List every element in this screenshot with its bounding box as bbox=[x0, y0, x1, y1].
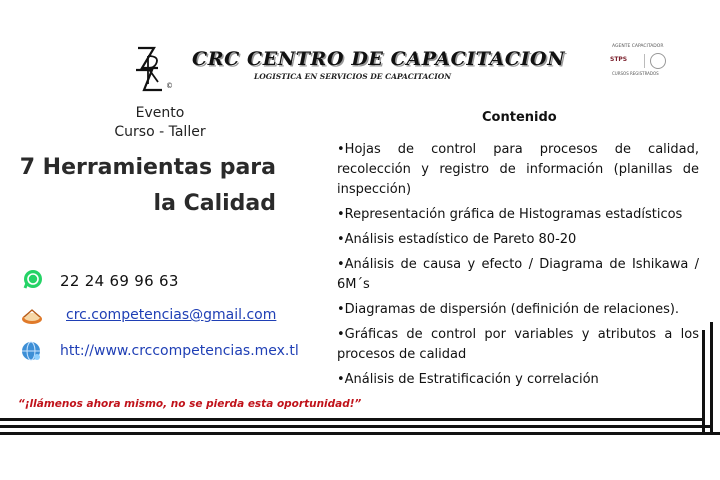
course-title bbox=[14, 150, 276, 222]
content-item: •Análisis estadístico de Pareto 80-20 bbox=[337, 232, 577, 247]
content-item: •Análisis de causa y efecto / Diagrama de Ishikawa / 6M´s bbox=[337, 257, 699, 292]
stps-divider bbox=[644, 54, 645, 68]
phone-number[interactable]: 22 24 69 96 63 bbox=[60, 272, 179, 290]
stps-badge-mark: STPS bbox=[610, 56, 628, 63]
event-format: Curso - Taller bbox=[114, 124, 206, 140]
header-title: CRC CENTRO DE CAPACITACION bbox=[192, 48, 566, 70]
copyright-mark: © bbox=[166, 82, 173, 90]
content-item: •Análisis de Estratificación y correlación bbox=[337, 372, 599, 387]
content-heading: Contenido bbox=[482, 110, 557, 125]
stps-badge-top: AGENTE CAPACITADOR bbox=[612, 44, 664, 49]
content-item: •Gráficas de control por variables y atributos a los procesos de calidad bbox=[337, 327, 699, 362]
email-link[interactable]: crc.competencias@gmail.com bbox=[66, 307, 277, 323]
course-title-line-1: 7 Herramientas para bbox=[19, 155, 276, 180]
content-list bbox=[337, 140, 699, 395]
whatsapp-icon bbox=[22, 268, 44, 290]
content-item: •Hojas de control para procesos de calidad, recolección y registro de información (planillas de inspección) bbox=[337, 142, 699, 197]
globe-icon bbox=[20, 340, 42, 362]
header-subtitle: LOGISTICA EN SERVICIOS DE CAPACITACION bbox=[254, 72, 452, 81]
divider-line bbox=[0, 425, 712, 428]
divider-line bbox=[0, 418, 704, 421]
content-item: •Representación gráfica de Histogramas estadísticos bbox=[337, 207, 683, 222]
event-type bbox=[112, 104, 208, 142]
mail-icon bbox=[20, 305, 44, 327]
content-item: •Diagramas de dispersión (definición de relaciones). bbox=[337, 302, 680, 317]
event-label: Evento bbox=[135, 105, 185, 121]
divider-line-vertical bbox=[710, 322, 713, 434]
divider-line-vertical bbox=[702, 330, 705, 434]
seal-icon bbox=[650, 53, 666, 69]
website-link[interactable]: htt://www.crccompetencias.mex.tl bbox=[60, 343, 299, 359]
stps-badge-bottom: CURSOS REGISTRADOS bbox=[612, 71, 659, 76]
divider-line bbox=[0, 432, 720, 435]
call-to-action: “¡llámenos ahora mismo, no se pierda esta oportunidad!” bbox=[18, 398, 362, 410]
course-title-line-2: la Calidad bbox=[153, 191, 276, 216]
